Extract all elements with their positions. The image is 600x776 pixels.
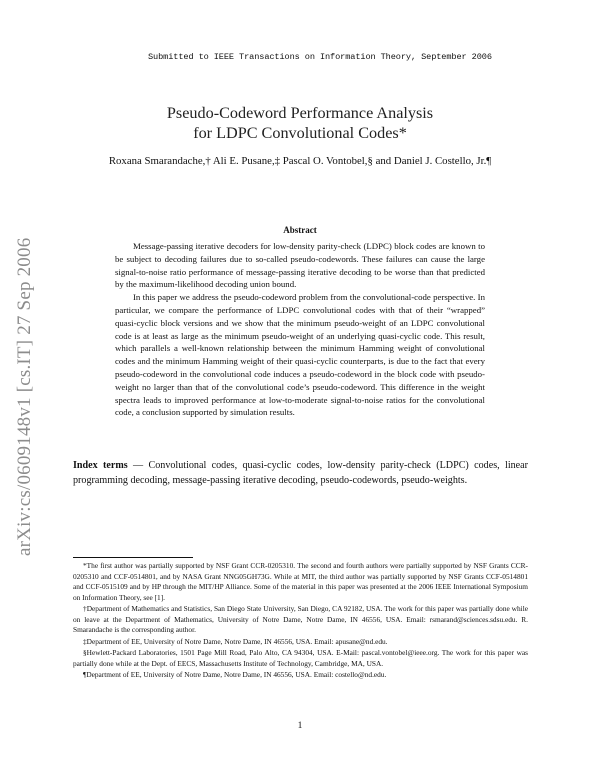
footnote-rule <box>73 557 193 558</box>
footnotes <box>73 561 528 682</box>
author-list: Roxana Smarandache,† Ali E. Pusane,‡ Pascal O. Vontobel,§ and Daniel J. Costello, Jr.¶ <box>108 155 492 167</box>
title-line-2: for LDPC Convolutional Codes* <box>193 124 407 142</box>
abstract-heading: Abstract <box>283 225 317 235</box>
title-line-1: Pseudo-Codeword Performance Analysis <box>166 104 434 122</box>
journal-header: Submitted to IEEE Transactions on Information Theory, September 2006 <box>148 52 492 62</box>
footnote-funding: *The first author was partially supported by NSF Grant CCR-0205310. The second and fourth authors were partially supported by NSF Grants CCR-0205310 and CCF-0514801, and by NASA Grant NNG05GH73G. While at MIT, the third author was partially supported by NSF Grants CCF-0514801 and CCF-0515109 and by HP through the MIT/HP Alliance. Some of the material in this paper was presented at the 2006 IEEE International Symposium on Information Theory, see [1]. <box>73 561 528 602</box>
page-number: 1 <box>297 721 303 731</box>
arxiv-identifier: arXiv:cs/0609148v1 [cs.IT] 27 Sep 2006 <box>14 237 35 556</box>
index-terms <box>73 458 528 489</box>
paper-title <box>100 103 500 143</box>
abstract-paragraph-1: Message-passing iterative decoders for low-density parity-check (LDPC) block codes are known to be subject to decoding failures due to so-called pseudo-codewords. These failures can cause the large signal-to-noise ratio performance of message-passing iterative decoding to be worse than that predicted by the maximum-likelihood decoding union bound. <box>115 241 485 290</box>
footnote-author-2: ‡Department of EE, University of Notre Dame, Notre Dame, IN 46556, USA. Email: apusane@nd.edu. <box>83 636 388 646</box>
footnote-author-1: †Department of Mathematics and Statistics, San Diego State University, San Diego, CA 92182, USA. The work for this paper was partially done while on leave at the Department of Mathematics, University of Notre Dame, Notre Dame, IN 46556, USA. Email: rsmarand@sciences.sdsu.edu. R. Smarandache is the corresponding author. <box>73 604 528 634</box>
footnote-author-4: ¶Department of EE, University of Notre Dame, Notre Dame, IN 46556, USA. Email: costello@nd.edu. <box>83 670 387 679</box>
abstract-body <box>115 240 485 419</box>
footnote-author-3: §Hewlett-Packard Laboratories, 1501 Page Mill Road, Palo Alto, CA 94304, USA. E-Mail: pascal.vontobel@ieee.org. The work for this paper was partially done while at the Dept. of EECS, Massachusetts Institute of Technology, Cambridge, MA, USA. <box>73 648 528 668</box>
index-terms-text: — Convolutional codes, quasi-cyclic codes, low-density parity-check (LDPC) codes, linear programming decoding, message-passing iterative decoding, pseudo-codewords, pseudo-weights. <box>73 460 528 487</box>
abstract-paragraph-2: In this paper we address the pseudo-codeword problem from the convolutional-code perspective. In particular, we compare the performance of LDPC convolutional codes with that of their “wrapped” quasi-cyclic block versions and we show that the minimum pseudo-weight of an LDPC convolutional code is at least as large as the minimum pseudo-weight of an underlying quasi-cyclic code. This result, which parallels a well-known relationship between the minimum Hamming weight of convolutional codes and the minimum Hamming weight of their quasi-cyclic counterparts, is due to the fact that every pseudo-codeword in the convolutional code induces a pseudo-codeword in the block code with pseudo-weight no larger than that of the convolutional code’s pseudo-codeword. This difference in the weight spectra leads to improved performance at low-to-moderate signal-to-noise ratios for the convolutional code, a conclusion supported by simulation results. <box>115 292 485 418</box>
index-terms-label: Index terms <box>73 460 128 471</box>
